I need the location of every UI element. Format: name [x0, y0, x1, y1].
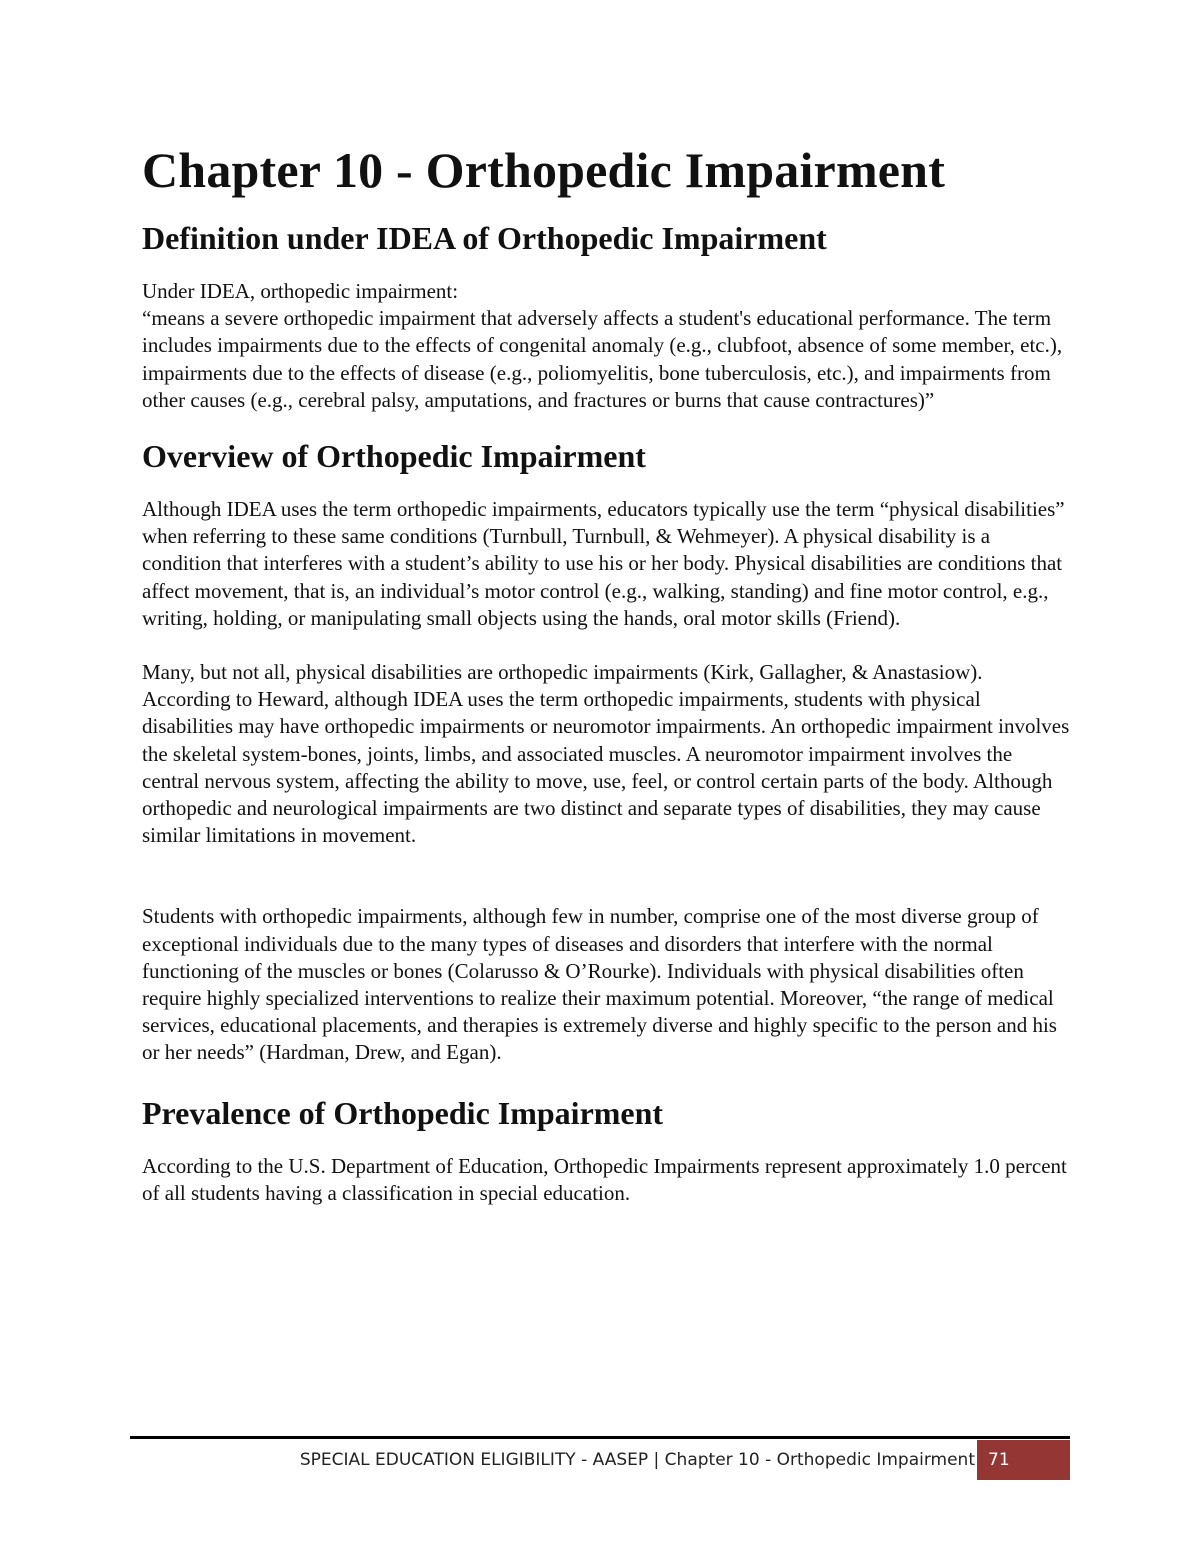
overview-paragraph-2: Many, but not all, physical disabilities are orthopedic impairments (Kirk, Gallagher, & Anastasiow). According to Heward, although IDEA uses the term orthopedic impairments, students with physical disabilities may have orthopedic impairments or neuromotor impairments. An orthopedic impairment involves the skeletal system-bones, joints, limbs, and associated muscles. A neuromotor impairment involves the central nervous system, affecting the ability to move, use, feel, or control certain parts of the body. Although orthopedic and neurological impairments are two distinct and separate types of disabilities, they may cause similar limitations in movement. [142, 660, 1070, 848]
overview-heading: Overview of Orthopedic Impairment [142, 438, 646, 475]
definition-intro: Under IDEA, orthopedic impairment: [142, 279, 459, 303]
definition-quote: “means a severe orthopedic impairment that adversely affects a student's educational performance. The term includes impairments due to the effects of congenital anomaly (e.g., clubfoot, absence of some member, etc.), impairments due to the effects of disease (e.g., poliomyelitis, bone tuberculosis, etc.), and impairments from other causes (e.g., cerebral palsy, amputations, and fractures or burns that cause contractures)” [142, 306, 1063, 412]
chapter-title: Chapter 10 - Orthopedic Impairment [142, 142, 946, 198]
overview-paragraph-1: Although IDEA uses the term orthopedic impairments, educators typically use the term “physical disabilities” when referring to these same conditions (Turnbull, Turnbull, & Wehmeyer). A physical disability is a condition that interferes with a student’s ability to use his or her body. Physical disabilities are conditions that affect movement, that is, an individual’s motor control (e.g., walking, standing) and fine motor control, e.g., writing, holding, or manipulating small objects using the hands, oral motor skills (Friend). [142, 497, 1065, 630]
prevalence-heading: Prevalence of Orthopedic Impairment [142, 1094, 664, 1131]
footer-running-head: SPECIAL EDUCATION ELIGIBILITY - AASEP | Chapter 10 - Orthopedic Impairment [299, 1450, 975, 1470]
overview-paragraph-3: Students with orthopedic impairments, although few in number, comprise one of the most diverse group of exceptional individuals due to the many types of diseases and disorders that interfere with the normal functioning of the muscles or bones (Colarusso & O’Rourke). Individuals with physical disabilities often require highly specialized interventions to realize their maximum potential. Moreover, “the range of medical services, educational placements, and therapies is extremely diverse and highly specific to the person and his or her needs” (Hardman, Drew, and Egan). [142, 904, 1057, 1065]
prevalence-paragraph: According to the U.S. Department of Education, Orthopedic Impairments represent approximately 1.0 percent of all students having a classification in special education. [142, 1153, 1067, 1205]
page-body [142, 140, 1072, 1207]
footer-divider [130, 1436, 1070, 1439]
definition-heading: Definition under IDEA of Orthopedic Impairment [142, 220, 827, 256]
page-number-badge: 71 [977, 1440, 1070, 1480]
